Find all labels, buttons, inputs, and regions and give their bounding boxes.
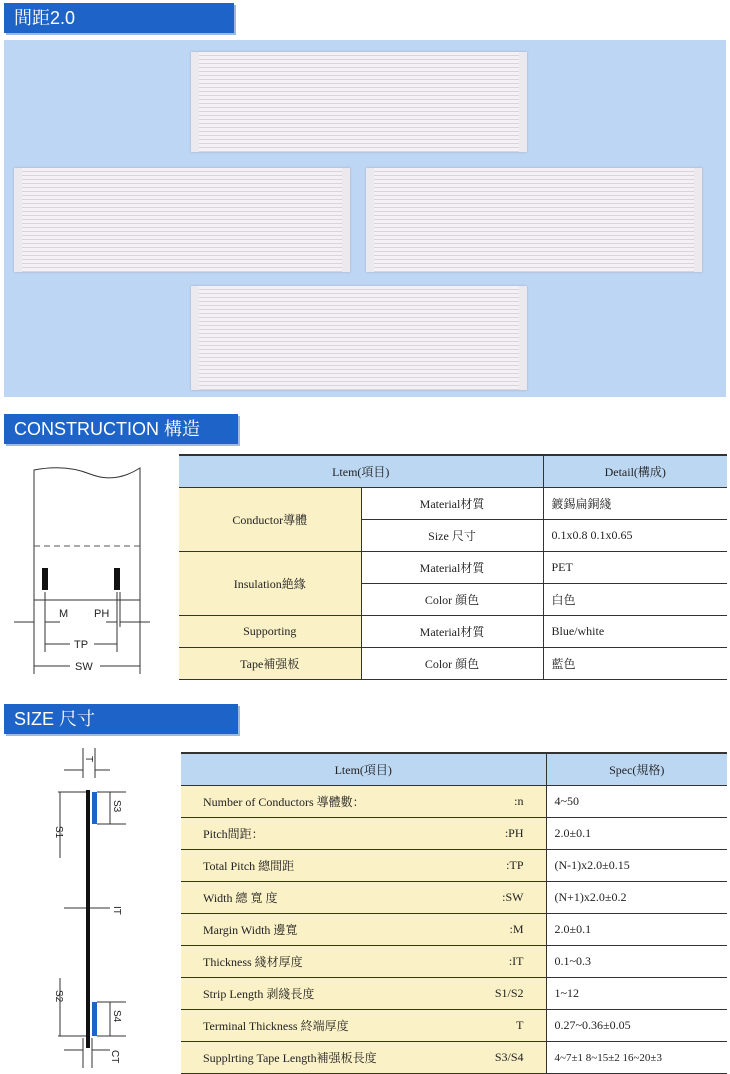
label-s2: S2 <box>53 990 64 1003</box>
spec-symbol: :n <box>451 786 546 818</box>
label-ct: CT <box>109 1050 120 1064</box>
construction-diagram <box>10 462 160 677</box>
size-diagram <box>50 748 130 1068</box>
spec-value: 0.27~0.36±0.05 <box>546 1010 727 1042</box>
spec-value: 4~50 <box>546 786 727 818</box>
ffc-cable-image <box>366 168 702 272</box>
spec-name: Width 總 寬 度 <box>181 882 451 914</box>
property-value: 藍色 <box>543 648 727 680</box>
table-header <box>181 753 727 786</box>
label-m: M <box>59 608 69 620</box>
property-value: Blue/white <box>543 616 727 648</box>
label-tp: TP <box>74 639 89 651</box>
size-table <box>181 752 727 1074</box>
label-t: T <box>83 756 94 763</box>
spec-symbol: :M <box>451 914 546 946</box>
property-name: Material材質 <box>361 488 543 520</box>
spec-value: 4~7±1 8~15±2 16~20±3 <box>546 1042 727 1074</box>
construction-table <box>179 454 727 680</box>
table-row <box>181 786 727 818</box>
spec-name: Total Pitch 總間距 <box>181 850 451 882</box>
table-row <box>181 978 727 1010</box>
table-row <box>181 1010 727 1042</box>
property-name: Material材質 <box>361 552 543 584</box>
spec-value: (N-1)x2.0±0.15 <box>546 850 727 882</box>
spec-name: Pitch間距： <box>181 818 451 850</box>
page-title: 間距2.0 <box>4 3 234 33</box>
spec-symbol: S3/S4 <box>451 1042 546 1074</box>
table-row <box>179 552 727 584</box>
spec-value: 0.1~0.3 <box>546 946 727 978</box>
table-row <box>179 488 727 520</box>
spec-name: Margin Width 邊寬 <box>181 914 451 946</box>
col-item: Ltem(項目) <box>181 753 546 786</box>
table-row <box>181 914 727 946</box>
property-value: PET <box>543 552 727 584</box>
construction-heading: CONSTRUCTION 構造 <box>4 414 238 444</box>
group-name: Insulation絶緣 <box>179 552 361 616</box>
spec-name: Supplrting Tape Length補强板長度 <box>181 1042 451 1074</box>
col-spec: Spec(規格) <box>546 753 727 786</box>
property-name: Size 尺寸 <box>361 520 543 552</box>
group-name: Conductor導體 <box>179 488 361 552</box>
spec-symbol: S1/S2 <box>451 978 546 1010</box>
spec-name: Terminal Thickness 終端厚度 <box>181 1010 451 1042</box>
table-header <box>179 455 727 488</box>
table-row <box>181 946 727 978</box>
spec-symbol: :PH <box>451 818 546 850</box>
property-name: Material材質 <box>361 616 543 648</box>
property-value: 鍍錫扁銅綫 <box>543 488 727 520</box>
table-row <box>181 882 727 914</box>
label-s1: S1 <box>53 826 64 839</box>
ffc-cable-image <box>14 168 350 272</box>
spec-symbol: :TP <box>451 850 546 882</box>
spec-value: 2.0±0.1 <box>546 914 727 946</box>
spec-value: 1~12 <box>546 978 727 1010</box>
label-it: IT <box>111 906 122 915</box>
label-ph: PH <box>94 608 110 620</box>
spec-name: Thickness 綫材厚度 <box>181 946 451 978</box>
table-row <box>181 850 727 882</box>
label-s4: S4 <box>111 1010 122 1023</box>
table-row <box>181 818 727 850</box>
table-row <box>179 616 727 648</box>
property-name: Color 顔色 <box>361 648 543 680</box>
spec-value: (N+1)x2.0±0.2 <box>546 882 727 914</box>
col-item: Ltem(項目) <box>179 455 543 488</box>
size-heading: SIZE 尺寸 <box>4 704 238 734</box>
table-row <box>181 1042 727 1074</box>
ffc-cable-image <box>191 286 527 390</box>
col-detail: Detail(構成) <box>543 455 727 488</box>
table-row <box>179 648 727 680</box>
spec-symbol: T <box>451 1010 546 1042</box>
property-value: 白色 <box>543 584 727 616</box>
product-photo <box>4 40 726 397</box>
group-name: Supporting <box>179 616 361 648</box>
spec-symbol: :SW <box>451 882 546 914</box>
group-name: Tape補强板 <box>179 648 361 680</box>
ffc-cable-image <box>191 52 527 152</box>
spec-name: Number of Conductors 導體數： <box>181 786 451 818</box>
label-sw: SW <box>75 661 93 673</box>
spec-value: 2.0±0.1 <box>546 818 727 850</box>
property-name: Color 顔色 <box>361 584 543 616</box>
property-value: 0.1x0.8 0.1x0.65 <box>543 520 727 552</box>
spec-symbol: :IT <box>451 946 546 978</box>
spec-name: Strip Length 剥綫長度 <box>181 978 451 1010</box>
label-s3: S3 <box>111 800 122 813</box>
